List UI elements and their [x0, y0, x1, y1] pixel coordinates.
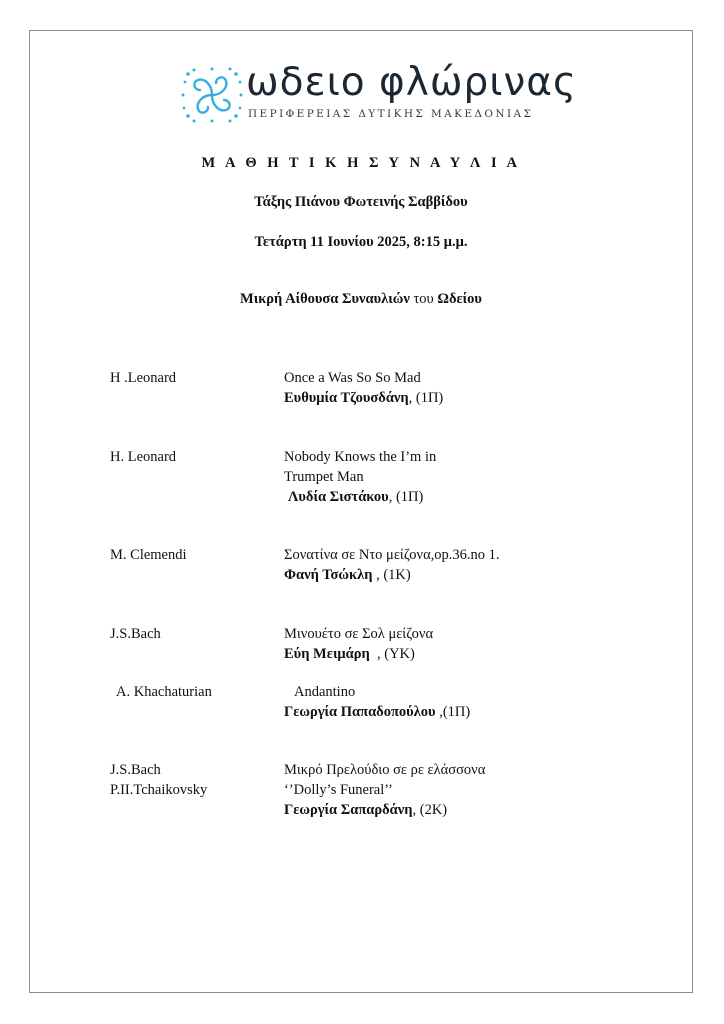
performer-name: Εύη Μειμάρη	[284, 646, 370, 662]
composer: J.S.Bach	[110, 626, 161, 642]
logo-subtitle: ΠΕΡΙΦΕΡΕΙΑΣ ΔΥΤΙΚΗΣ ΜΑΚΕΔΟΝΙΑΣ	[248, 108, 534, 120]
performer	[284, 704, 470, 721]
performer-name: Λυδία Σιστάκου	[288, 489, 389, 505]
document-title: Μ Α Θ Η Τ Ι Κ Η Σ Υ Ν Α Υ Λ Ι Α	[201, 155, 521, 171]
performer-level: , (ΥΚ)	[369, 646, 415, 662]
performer-name: Ευθυμία Τζουσδάνη	[284, 390, 409, 406]
piece-title-second: ‘’Dolly’s Funeral’’	[284, 782, 393, 798]
performer-level: , (1Π)	[408, 390, 444, 406]
piece-title-continued: Trumpet Man	[284, 469, 364, 485]
performer-level: , (1Κ)	[372, 567, 411, 583]
piece-title: Σονατίνα σε Ντο μείζονα,op.36.no 1.	[284, 547, 500, 563]
school-logo	[180, 60, 577, 126]
performer	[284, 646, 415, 663]
performer	[284, 390, 443, 407]
performer-level: , (1Π)	[388, 489, 424, 505]
performer	[288, 489, 423, 506]
piece-title: Μινουέτο σε Σολ μείζονα	[284, 626, 434, 642]
piece-title: Once a Was So So Mad	[284, 370, 421, 386]
venue-name: Μικρή Αίθουσα Συναυλιών	[240, 291, 410, 307]
composer-second: P.II.Tchaikovsky	[110, 782, 208, 798]
venue-connector: του	[409, 291, 438, 307]
performer-name: Γεωργία Σαπαρδάνη	[284, 802, 413, 818]
composer: M. Clemendi	[110, 547, 187, 563]
piece-title: Nobody Knows the I’m in	[284, 449, 437, 465]
venue-line	[29, 291, 693, 308]
class-line: Τάξης Πιάνου Φωτεινής Σαββίδου	[254, 194, 468, 210]
piece-title: Μικρό Πρελούδιο σε ρε ελάσσονα	[284, 762, 486, 778]
performer-level: , (2Κ)	[412, 802, 448, 818]
piece-title: Andantino	[294, 684, 356, 700]
performer-name: Φανή Τσώκλη	[284, 567, 373, 583]
composer: H .Leonard	[110, 370, 177, 386]
logo-name: ωδειο φλώρινας	[246, 60, 577, 105]
date-line: Τετάρτη 11 Ιουνίου 2025, 8:15 μ.μ.	[254, 234, 468, 250]
page-border	[29, 30, 693, 993]
composer: H. Leonard	[110, 449, 177, 465]
composer: J.S.Bach	[110, 762, 161, 778]
floral-logo-icon	[180, 64, 244, 126]
performer	[284, 567, 411, 584]
venue-owner: Ωδείου	[437, 291, 482, 307]
performer	[284, 802, 447, 819]
performer-name: Γεωργία Παπαδοπούλου	[284, 704, 436, 720]
performer-level: ,(1Π)	[435, 704, 471, 720]
composer: A. Khachaturian	[116, 684, 212, 700]
